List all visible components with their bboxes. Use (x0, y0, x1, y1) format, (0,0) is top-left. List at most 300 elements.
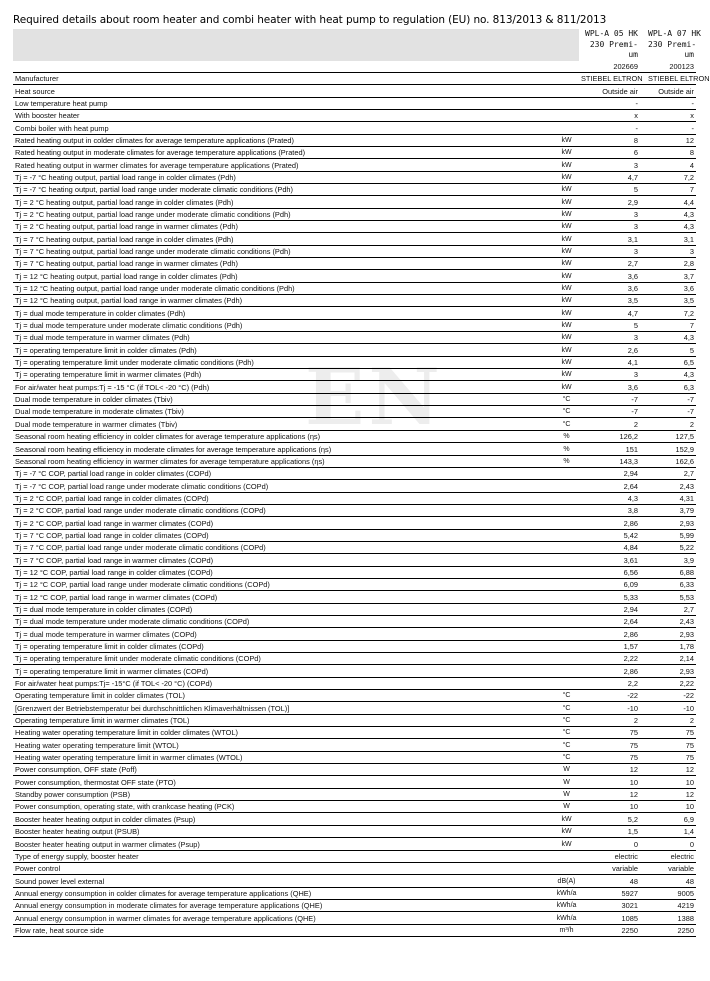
table-row (13, 727, 696, 739)
row-label: Seasonal room heating efficiency in moderate climates for average temperature applications (ηs) (13, 443, 554, 455)
row-value-product-2: 4,3 (646, 332, 696, 344)
row-value-product-1: 3,5 (579, 295, 640, 307)
header-product-2-line-3: um (684, 50, 694, 59)
table-row (13, 430, 696, 442)
row-label: Combi boiler with heat pump (13, 122, 554, 134)
table-row (13, 912, 696, 924)
row-value-product-1: -7 (579, 393, 640, 405)
row-label (13, 61, 554, 73)
row-label: Tj = -7 °C COP, partial load range in colder climates (COPd) (13, 467, 554, 479)
table-row (13, 603, 696, 615)
table-row (13, 529, 696, 541)
row-unit (554, 109, 579, 121)
row-value-product-1: 10 (579, 776, 640, 788)
row-label: Sound power level external (13, 875, 554, 887)
row-value-product-1: 6 (579, 146, 640, 158)
row-unit (554, 61, 579, 73)
row-value-product-1: 4,7 (579, 307, 640, 319)
row-label: [Grenzwert der Betriebstemperatur bei durchschnittlichen Klimaverhältnissen (TOL)] (13, 702, 554, 714)
row-value-product-1: 1,57 (579, 640, 640, 652)
row-unit: kW (554, 146, 579, 158)
table-row (13, 85, 696, 97)
row-label: Annual energy consumption in moderate climates for average temperature applications (QHE) (13, 899, 554, 911)
row-value-product-2: 2,93 (646, 517, 696, 529)
row-unit (554, 677, 579, 689)
row-label: Tj = operating temperature limit in colder climates (COPd) (13, 640, 554, 652)
row-value-product-1: 3 (579, 159, 640, 171)
row-unit: kW (554, 171, 579, 183)
row-unit (554, 504, 579, 516)
row-value-product-1: 2,94 (579, 467, 640, 479)
table-row (13, 825, 696, 837)
row-unit: °C (554, 702, 579, 714)
row-value-product-1: 5,2 (579, 813, 640, 825)
row-label: Tj = dual mode temperature in colder climates (COPd) (13, 603, 554, 615)
row-value-product-2: -10 (646, 702, 696, 714)
row-value-product-1: 3,6 (579, 381, 640, 393)
row-value-product-1: 75 (579, 727, 640, 739)
table-row (13, 640, 696, 652)
row-label: Tj = 12 °C heating output, partial load range under moderate climatic conditions (Pdh) (13, 282, 554, 294)
row-value-product-1: 143,3 (579, 455, 640, 467)
row-unit (554, 122, 579, 134)
row-unit (554, 578, 579, 590)
row-unit: m³/h (554, 924, 579, 936)
row-value-product-1: electric (579, 850, 640, 862)
row-value-product-2: 75 (646, 727, 696, 739)
row-unit: dB(A) (554, 875, 579, 887)
row-value-product-2: 3,1 (646, 233, 696, 245)
table-row (13, 307, 696, 319)
row-value-product-2: 2,8 (646, 258, 696, 270)
row-label: Tj = 2 °C heating output, partial load range in colder climates (Pdh) (13, 196, 554, 208)
row-label: Tj = -7 °C heating output, partial load range under moderate climatic conditions (Pdh) (13, 183, 554, 195)
row-label: Tj = 12 °C COP, partial load range under moderate climatic conditions (COPd) (13, 578, 554, 590)
row-label: Tj = dual mode temperature under moderate climatic conditions (COPd) (13, 615, 554, 627)
row-value-product-2: 5,99 (646, 529, 696, 541)
row-value-product-2: 4 (646, 159, 696, 171)
row-value-product-2: 6,9 (646, 813, 696, 825)
row-label: Tj = 7 °C COP, partial load range in warmer climates (COPd) (13, 554, 554, 566)
row-value-product-1: 1085 (579, 912, 640, 924)
row-unit (554, 591, 579, 603)
row-label: Tj = operating temperature limit in warmer climates (Pdh) (13, 369, 554, 381)
table-row (13, 591, 696, 603)
row-label: Tj = dual mode temperature in warmer climates (Pdh) (13, 332, 554, 344)
table-row (13, 653, 696, 665)
row-label: Tj = operating temperature limit under moderate climatic conditions (Pdh) (13, 356, 554, 368)
table-row (13, 887, 696, 899)
row-value-product-1: -22 (579, 690, 640, 702)
row-value-product-1: x (579, 109, 640, 121)
table-row (13, 109, 696, 121)
table-row (13, 196, 696, 208)
table-row (13, 381, 696, 393)
row-value-product-2: - (646, 97, 696, 109)
row-unit: °C (554, 393, 579, 405)
header-product-1-line-3: um (628, 50, 638, 59)
row-value-product-2: 2,43 (646, 480, 696, 492)
row-value-product-1: 2 (579, 418, 640, 430)
table-row (13, 146, 696, 158)
erp-data-table (13, 29, 710, 937)
row-value-product-1: variable (579, 862, 640, 874)
row-unit: kW (554, 332, 579, 344)
row-value-product-1: 10 (579, 801, 640, 813)
row-unit: kW (554, 295, 579, 307)
row-unit (554, 653, 579, 665)
row-label: Manufacturer (13, 72, 554, 84)
row-value-product-1: 5,33 (579, 591, 640, 603)
row-label: Tj = 2 °C COP, partial load range under moderate climatic conditions (COPd) (13, 504, 554, 516)
row-unit: kWh/a (554, 899, 579, 911)
row-value-product-2: 2,93 (646, 665, 696, 677)
row-label: Tj = dual mode temperature under moderate climatic conditions (Pdh) (13, 319, 554, 331)
row-label: Dual mode temperature in warmer climates (Tbiv) (13, 418, 554, 430)
row-value-product-2: 2 (646, 418, 696, 430)
row-unit: kW (554, 813, 579, 825)
row-value-product-1: 4,84 (579, 541, 640, 553)
row-value-product-1: 12 (579, 788, 640, 800)
row-label: Tj = 2 °C heating output, partial load range in warmer climates (Pdh) (13, 220, 554, 232)
row-value-product-2: 75 (646, 751, 696, 763)
row-value-product-1: 3,6 (579, 270, 640, 282)
row-unit: °C (554, 418, 579, 430)
row-value-product-1: 75 (579, 739, 640, 751)
row-value-product-2: x (646, 109, 696, 121)
header-product-1-line-2: 230 Premi- (589, 39, 638, 49)
row-unit (554, 640, 579, 652)
row-value-product-2: 2,43 (646, 615, 696, 627)
row-unit (554, 566, 579, 578)
row-value-product-1: 2,9 (579, 196, 640, 208)
row-label: Booster heater heating output (PSUB) (13, 825, 554, 837)
row-unit: kWh/a (554, 887, 579, 899)
row-label: Tj = 7 °C COP, partial load range in colder climates (COPd) (13, 529, 554, 541)
row-unit: kW (554, 282, 579, 294)
row-value-product-1: 2250 (579, 924, 640, 936)
row-value-product-1: 12 (579, 764, 640, 776)
row-value-product-2: 4,3 (646, 220, 696, 232)
table-row (13, 208, 696, 220)
row-value-product-1: 0 (579, 838, 640, 850)
row-label: Tj = 12 °C COP, partial load range in warmer climates (COPd) (13, 591, 554, 603)
table-row (13, 776, 696, 788)
row-label: Tj = 2 °C COP, partial load range in warmer climates (COPd) (13, 517, 554, 529)
row-label: Tj = 2 °C COP, partial load range in colder climates (COPd) (13, 492, 554, 504)
row-unit (554, 529, 579, 541)
row-value-product-1: 2,64 (579, 615, 640, 627)
row-label: Tj = 7 °C heating output, partial load range in colder climates (Pdh) (13, 233, 554, 245)
row-value-product-1: -10 (579, 702, 640, 714)
table-row (13, 134, 696, 146)
row-label: Seasonal room heating efficiency in warmer climates for average temperature applications (ηs) (13, 455, 554, 467)
row-label: Heat source (13, 85, 554, 97)
row-value-product-2: variable (646, 862, 696, 874)
row-value-product-2: 2,7 (646, 603, 696, 615)
row-label: Flow rate, heat source side (13, 924, 554, 936)
table-row (13, 72, 696, 84)
row-unit (554, 665, 579, 677)
table-row (13, 183, 696, 195)
row-label: Tj = dual mode temperature in warmer climates (COPd) (13, 628, 554, 640)
table-row (13, 418, 696, 430)
row-label: Tj = -7 °C heating output, partial load range in colder climates (Pdh) (13, 171, 554, 183)
table-row (13, 714, 696, 726)
row-value-product-2: Outside air (646, 85, 696, 97)
table-row (13, 97, 696, 109)
row-value-product-1: 126,2 (579, 430, 640, 442)
table-row (13, 220, 696, 232)
row-value-product-2: 48 (646, 875, 696, 887)
header-label-cell (13, 29, 554, 61)
row-unit (554, 492, 579, 504)
row-value-product-2: 1388 (646, 912, 696, 924)
row-value-product-2: 12 (646, 788, 696, 800)
row-label: Low temperature heat pump (13, 97, 554, 109)
row-label: Type of energy supply, booster heater (13, 850, 554, 862)
row-unit: kW (554, 245, 579, 257)
row-value-product-2: 75 (646, 739, 696, 751)
row-value-product-2: -22 (646, 690, 696, 702)
table-row (13, 467, 696, 479)
row-unit: W (554, 764, 579, 776)
row-unit: kW (554, 344, 579, 356)
table-row (13, 788, 696, 800)
row-value-product-2: STIEBEL ELTRON (648, 74, 710, 84)
row-value-product-2: 4,3 (646, 369, 696, 381)
row-value-product-2: -7 (646, 393, 696, 405)
row-value-product-2: 0 (646, 838, 696, 850)
row-unit: kW (554, 825, 579, 837)
row-value-product-1: 2,64 (579, 480, 640, 492)
table-row (13, 677, 696, 689)
row-value-product-2: 7,2 (646, 171, 696, 183)
row-value-product-2: 6,5 (646, 356, 696, 368)
row-value-product-2: 5,22 (646, 541, 696, 553)
header-unit-cell (554, 29, 579, 61)
row-unit: kW (554, 319, 579, 331)
row-unit: kW (554, 134, 579, 146)
row-label: Annual energy consumption in colder climates for average temperature applications (QHE) (13, 887, 554, 899)
row-value-product-1: 4,1 (579, 356, 640, 368)
table-row (13, 159, 696, 171)
row-unit (554, 554, 579, 566)
table-row (13, 245, 696, 257)
table-row (13, 862, 696, 874)
row-unit: kW (554, 356, 579, 368)
row-value-product-1: 8 (579, 134, 640, 146)
row-unit (554, 603, 579, 615)
row-value-product-1: 3 (579, 332, 640, 344)
row-label: Tj = operating temperature limit in colder climates (Pdh) (13, 344, 554, 356)
row-value-product-1: -7 (579, 406, 640, 418)
row-value-product-2: 3,6 (646, 282, 696, 294)
row-unit (554, 97, 579, 109)
table-row (13, 258, 696, 270)
row-label: Dual mode temperature in colder climates (Tbiv) (13, 393, 554, 405)
table-row (13, 541, 696, 553)
row-value-product-2: 2,7 (646, 467, 696, 479)
table-row (13, 566, 696, 578)
row-value-product-1: 4,3 (579, 492, 640, 504)
row-value-product-1: 5 (579, 319, 640, 331)
row-value-product-1: 3,1 (579, 233, 640, 245)
row-unit: kW (554, 196, 579, 208)
row-value-product-1: 3,8 (579, 504, 640, 516)
row-value-product-1: 5927 (579, 887, 640, 899)
table-row (13, 702, 696, 714)
row-label: With booster heater (13, 109, 554, 121)
row-unit: kW (554, 270, 579, 282)
row-value-product-1: - (579, 97, 640, 109)
row-value-product-2: 152,9 (646, 443, 696, 455)
table-row (13, 233, 696, 245)
row-label: Tj = 7 °C heating output, partial load range under moderate climatic conditions (Pdh) (13, 245, 554, 257)
row-unit: % (554, 430, 579, 442)
row-value-product-1: 2,86 (579, 665, 640, 677)
row-value-product-2: 12 (646, 764, 696, 776)
table-row (13, 801, 696, 813)
row-value-product-2: 1,4 (646, 825, 696, 837)
table-row (13, 517, 696, 529)
row-value-product-2: 7 (646, 183, 696, 195)
row-unit (554, 467, 579, 479)
row-value-product-1: 6,09 (579, 578, 640, 590)
row-label: Tj = dual mode temperature in colder climates (Pdh) (13, 307, 554, 319)
header-product-1-line-1: WPL-A 05 HK (585, 29, 638, 38)
row-value-product-2: 6,33 (646, 578, 696, 590)
row-unit: % (554, 443, 579, 455)
row-unit: °C (554, 751, 579, 763)
row-value-product-2: 8 (646, 146, 696, 158)
row-label: Power consumption, operating state, with crankcase heating (PCK) (13, 801, 554, 813)
row-label: Annual energy consumption in warmer climates for average temperature applications (QHE) (13, 912, 554, 924)
row-value-product-1: 48 (579, 875, 640, 887)
row-label: Tj = -7 °C COP, partial load range under moderate climatic conditions (COPd) (13, 480, 554, 492)
table-row (13, 739, 696, 751)
row-value-product-2: -7 (646, 406, 696, 418)
row-value-product-1: 1,5 (579, 825, 640, 837)
row-value-product-1: 3 (579, 369, 640, 381)
table-row (13, 690, 696, 702)
row-unit: kW (554, 307, 579, 319)
row-value-product-2: 10 (646, 776, 696, 788)
row-value-product-2: 4,3 (646, 208, 696, 220)
table-row (13, 369, 696, 381)
row-label: Rated heating output in warmer climates for average temperature applications (Prated) (13, 159, 554, 171)
row-unit: kW (554, 381, 579, 393)
table-row (13, 850, 696, 862)
row-unit (554, 85, 579, 97)
table-row (13, 171, 696, 183)
table-row (13, 813, 696, 825)
row-unit: % (554, 455, 579, 467)
row-unit: W (554, 788, 579, 800)
row-label: Rated heating output in moderate climates for average temperature applications (Prated) (13, 146, 554, 158)
table-row (13, 393, 696, 405)
row-unit (554, 480, 579, 492)
row-value-product-2: 2,93 (646, 628, 696, 640)
row-unit: kW (554, 369, 579, 381)
table-row (13, 504, 696, 516)
row-label: Power control (13, 862, 554, 874)
table-row (13, 492, 696, 504)
row-value-product-2: 5 (646, 344, 696, 356)
table-row (13, 838, 696, 850)
row-value-product-2: 7,2 (646, 307, 696, 319)
row-value-product-2: 4219 (646, 899, 696, 911)
row-value-product-2: 2,22 (646, 677, 696, 689)
row-value-product-2: 3,7 (646, 270, 696, 282)
row-unit: kW (554, 159, 579, 171)
row-value-product-2: 10 (646, 801, 696, 813)
row-label: Operating temperature limit in colder climates (TOL) (13, 690, 554, 702)
header-product-2-line-1: WPL-A 07 HK (648, 29, 701, 38)
table-row (13, 319, 696, 331)
row-unit: kW (554, 208, 579, 220)
row-unit: kW (554, 183, 579, 195)
row-unit: °C (554, 406, 579, 418)
row-value-product-1: Outside air (579, 85, 640, 97)
row-label: Tj = 12 °C heating output, partial load range in warmer climates (Pdh) (13, 295, 554, 307)
row-value-product-1: 3 (579, 208, 640, 220)
table-row (13, 480, 696, 492)
row-value-product-1: 75 (579, 751, 640, 763)
row-unit: W (554, 801, 579, 813)
row-value-product-1: 2,94 (579, 603, 640, 615)
row-value-product-1: 5 (579, 183, 640, 195)
table-row (13, 344, 696, 356)
row-label: Heating water operating temperature limit in warmer climates (WTOL) (13, 751, 554, 763)
row-label: Seasonal room heating efficiency in colder climates for average temperature applications (ηs) (13, 430, 554, 442)
row-label: Tj = 12 °C COP, partial load range in colder climates (COPd) (13, 566, 554, 578)
table-row (13, 356, 696, 368)
table-row (13, 332, 696, 344)
table-row (13, 122, 696, 134)
row-label: Heating water operating temperature limit (WTOL) (13, 739, 554, 751)
row-value-product-2: 5,53 (646, 591, 696, 603)
row-unit (554, 862, 579, 874)
row-unit: °C (554, 739, 579, 751)
row-value-product-1: 2,86 (579, 628, 640, 640)
table-row (13, 751, 696, 763)
table-row (13, 61, 696, 73)
row-unit: °C (554, 714, 579, 726)
row-label: For air/water heat pumps:Tj= -15°C (if TOL< -20 °C) (COPd) (13, 677, 554, 689)
row-value-product-1: 3 (579, 245, 640, 257)
row-value-product-1: 151 (579, 443, 640, 455)
row-value-product-1: 2 (579, 714, 640, 726)
row-value-product-2: 3,5 (646, 295, 696, 307)
table-row (13, 406, 696, 418)
row-unit: kW (554, 258, 579, 270)
row-value-product-2: 3 (646, 245, 696, 257)
row-value-product-2: 127,5 (646, 430, 696, 442)
table-row (13, 628, 696, 640)
table-row (13, 295, 696, 307)
row-value-product-2: 2,14 (646, 653, 696, 665)
row-unit: kW (554, 233, 579, 245)
table-row (13, 875, 696, 887)
row-value-product-1: 4,7 (579, 171, 640, 183)
row-value-product-2: electric (646, 850, 696, 862)
row-unit (554, 615, 579, 627)
row-value-product-2: 4,31 (646, 492, 696, 504)
row-unit: W (554, 776, 579, 788)
row-value-product-1: 2,86 (579, 517, 640, 529)
table-row (13, 443, 696, 455)
